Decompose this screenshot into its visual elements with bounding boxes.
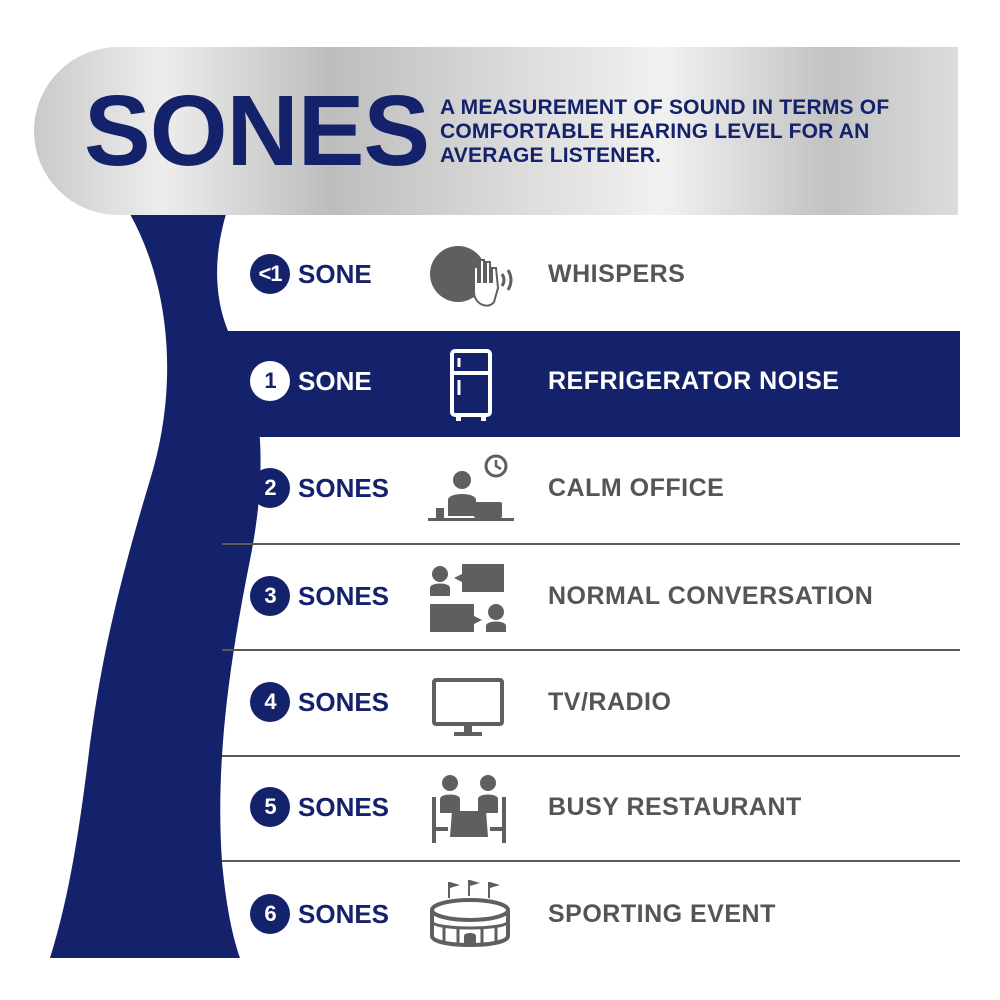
conversation-icon (426, 560, 516, 640)
page-description: A MEASUREMENT OF SOUND IN TERMS OF COMFORTABLE HEARING LEVEL FOR AN AVERAGE LISTENER. (440, 96, 890, 167)
sone-example-label: WHISPERS (548, 260, 686, 288)
sone-row-normal-conversation (240, 546, 960, 652)
stadium-icon (426, 878, 516, 958)
row-divider (222, 649, 960, 651)
sone-level-badge: 1 (250, 361, 290, 401)
sone-unit: SONES (298, 687, 390, 717)
row-divider (222, 543, 960, 545)
sone-row-refrigerator (218, 331, 960, 437)
row-divider (222, 860, 960, 862)
sone-level-badge: 5 (250, 787, 290, 827)
sone-row-busy-restaurant (240, 757, 960, 863)
sone-level-badge: 2 (250, 468, 290, 508)
sone-example-label: CALM OFFICE (548, 474, 725, 502)
sone-row-sporting-event (240, 864, 960, 970)
sone-example-label: NORMAL CONVERSATION (548, 582, 874, 610)
sone-unit: SONES (298, 581, 390, 611)
sone-row-tv-radio (240, 652, 960, 758)
sone-unit: SONES (298, 792, 390, 822)
sone-level-badge: <1 (250, 254, 290, 294)
page-title: SONES (84, 75, 430, 187)
sone-unit: SONES (298, 899, 390, 929)
tv-icon (426, 666, 516, 746)
restaurant-icon (426, 771, 516, 851)
sone-level-badge: 3 (250, 576, 290, 616)
sone-unit: SONES (298, 473, 390, 503)
sone-unit: SONE (298, 366, 372, 396)
sone-row-calm-office (240, 438, 960, 544)
whisper-icon (426, 238, 516, 318)
sone-level-badge: 4 (250, 682, 290, 722)
sone-level-badge: 6 (250, 894, 290, 934)
office-icon (426, 452, 516, 532)
sone-unit: SONE (298, 259, 372, 289)
sone-example-label: SPORTING EVENT (548, 900, 776, 928)
sone-example-label: TV/RADIO (548, 688, 672, 716)
sone-example-label: REFRIGERATOR NOISE (548, 367, 840, 395)
refrigerator-icon (426, 345, 516, 425)
sone-example-label: BUSY RESTAURANT (548, 793, 802, 821)
sone-row-whispers (240, 224, 960, 330)
